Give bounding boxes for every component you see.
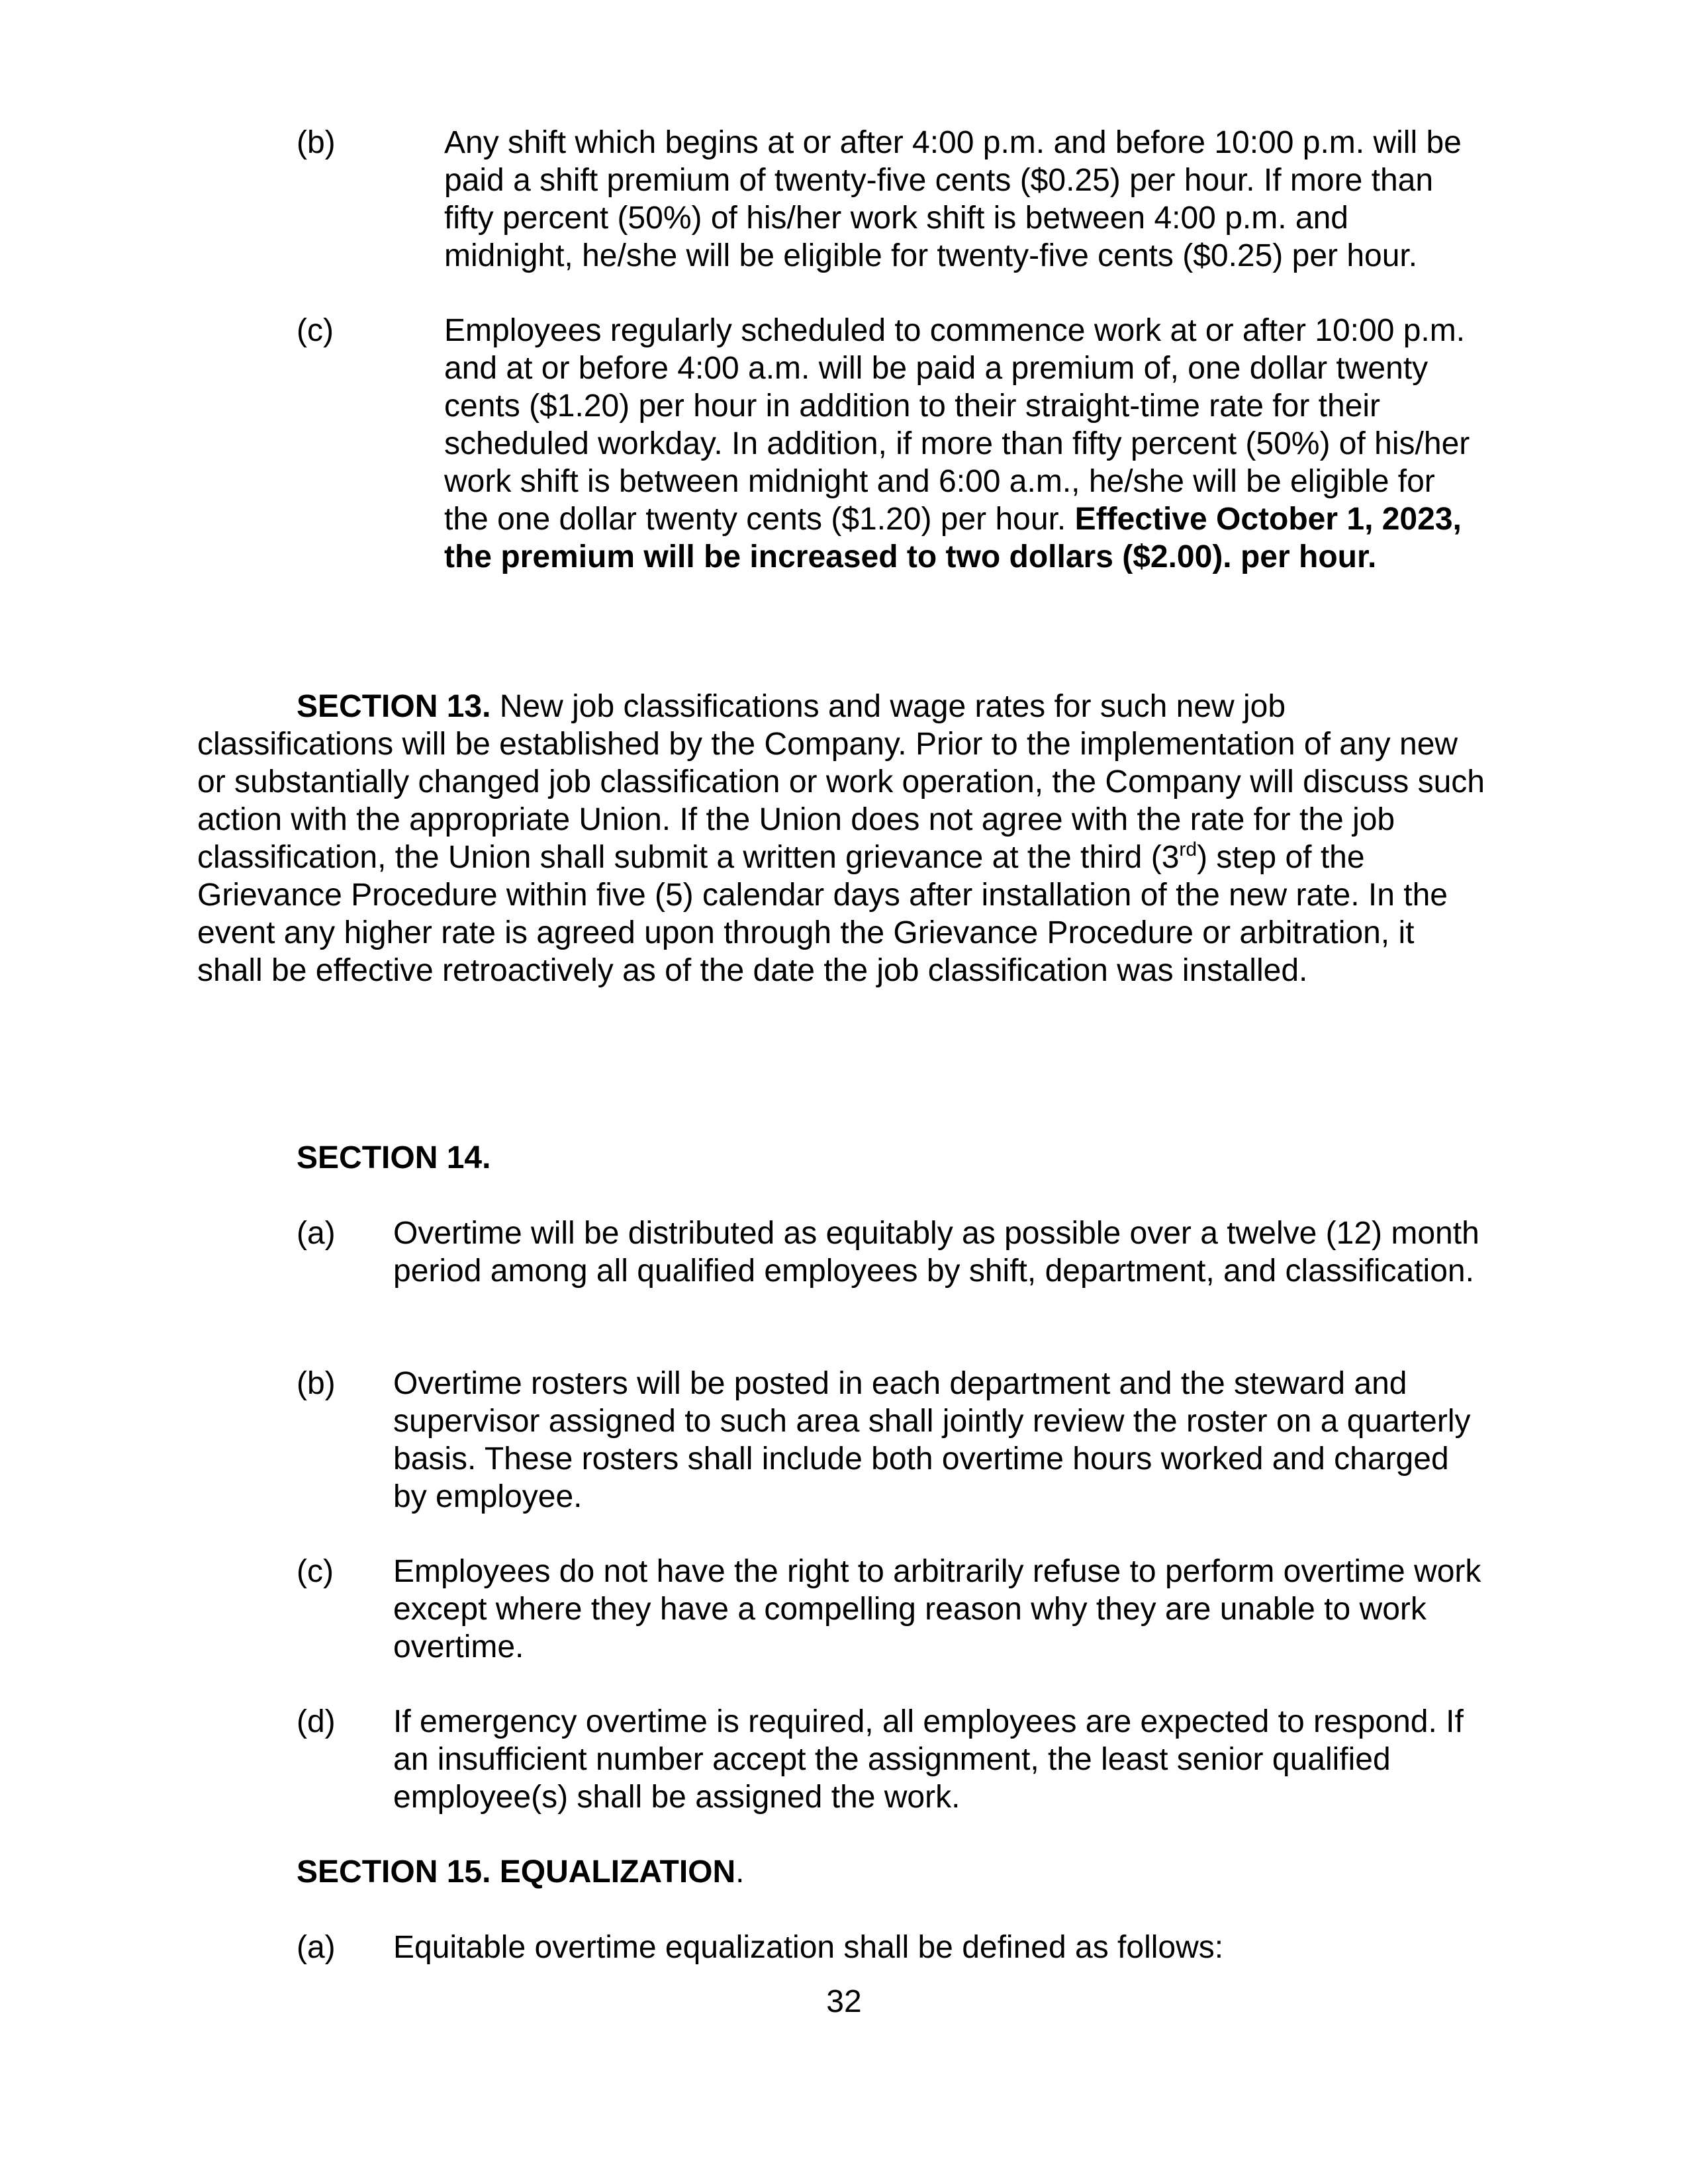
item-text-bold: Effective October 1, 2023, the premium will be increased to two dollars ($2.00). per hour. bbox=[444, 502, 1462, 574]
section-14-heading: SECTION 14. bbox=[297, 1140, 491, 1175]
item-label: (c) bbox=[297, 1554, 334, 1589]
item-label: (b) bbox=[297, 1366, 336, 1401]
item-text-regular: Employees regularly scheduled to commence work at or after 10:00 p.m. and at or before 4:00 a.m. will be paid a premium of, one dollar twenty cents ($1.20) per hour in addition to their straight-time rate for their scheduled workday. In addition, if more than fifty percent (50%) of his/her work shift is between midnight and 6:00 a.m., he/she will be eligible for the one dollar twenty cents ($1.20) per hour. bbox=[444, 313, 1470, 537]
item-label: (d) bbox=[297, 1704, 336, 1739]
item-text: Any shift which begins at or after 4:00 p.m. and before 10:00 p.m. will be paid a shift premium of twenty-five cents ($0.25) per hour. If more than fifty percent (50%) of his/her work shift is between 4:00 p.m. and midnight, he/she will be eligible for twenty-five cents ($0.25) per hour. bbox=[444, 125, 1462, 273]
superscript-rd: rd bbox=[1179, 839, 1197, 860]
item-label: (c) bbox=[297, 313, 334, 348]
section-13-heading: SECTION 13. bbox=[297, 689, 491, 724]
section-15-heading-text: SECTION 15. EQUALIZATION bbox=[297, 1854, 736, 1889]
section-13-text: New job classifications and wage rates for such new job classifications will be established by the Company. Prior to the implementation of any new or substantially changed job classification or work operation, the Company will discuss such action with the appropriate Union. If the Union does not agree with the rate for the job classification, the Union shall submit a written grievance at the third (3 bbox=[197, 689, 1485, 875]
page-number: 32 bbox=[826, 1984, 862, 2019]
item-text: Equitable overtime equalization shall be defined as follows: bbox=[393, 1930, 1224, 1965]
item-label: (a) bbox=[297, 1930, 336, 1965]
section-15-heading bbox=[297, 1853, 745, 1891]
item-text: Overtime rosters will be posted in each department and the steward and supervisor assigned to such area shall jointly review the roster on a quarterly basis. These rosters shall include both overtime hours worked and charged by employee. bbox=[393, 1366, 1471, 1514]
section-13-text-continued: ) step of the Grievance Procedure within five (5) calendar days after installation of the new rate. In the event any higher rate is agreed upon through the Grievance Procedure or arbitration, it shall be effective retroactively as of the date the job classification was installed. bbox=[197, 840, 1448, 988]
section-13-paragraph bbox=[197, 688, 1488, 989]
section-15-heading-period: . bbox=[735, 1854, 745, 1889]
item-label: (a) bbox=[297, 1216, 336, 1251]
item-text: If emergency overtime is required, all employees are expected to respond. If an insufficient number accept the assignment, the least senior qualified employee(s) shall be assigned the work. bbox=[393, 1704, 1464, 1815]
item-label: (b) bbox=[297, 125, 336, 160]
item-text: Overtime will be distributed as equitably as possible over a twelve (12) month period among all qualified employees by shift, department, and classification. bbox=[393, 1216, 1479, 1289]
item-text bbox=[444, 312, 1483, 576]
item-text: Employees do not have the right to arbitrarily refuse to perform overtime work except where they have a compelling reason why they are unable to work overtime. bbox=[393, 1554, 1481, 1664]
